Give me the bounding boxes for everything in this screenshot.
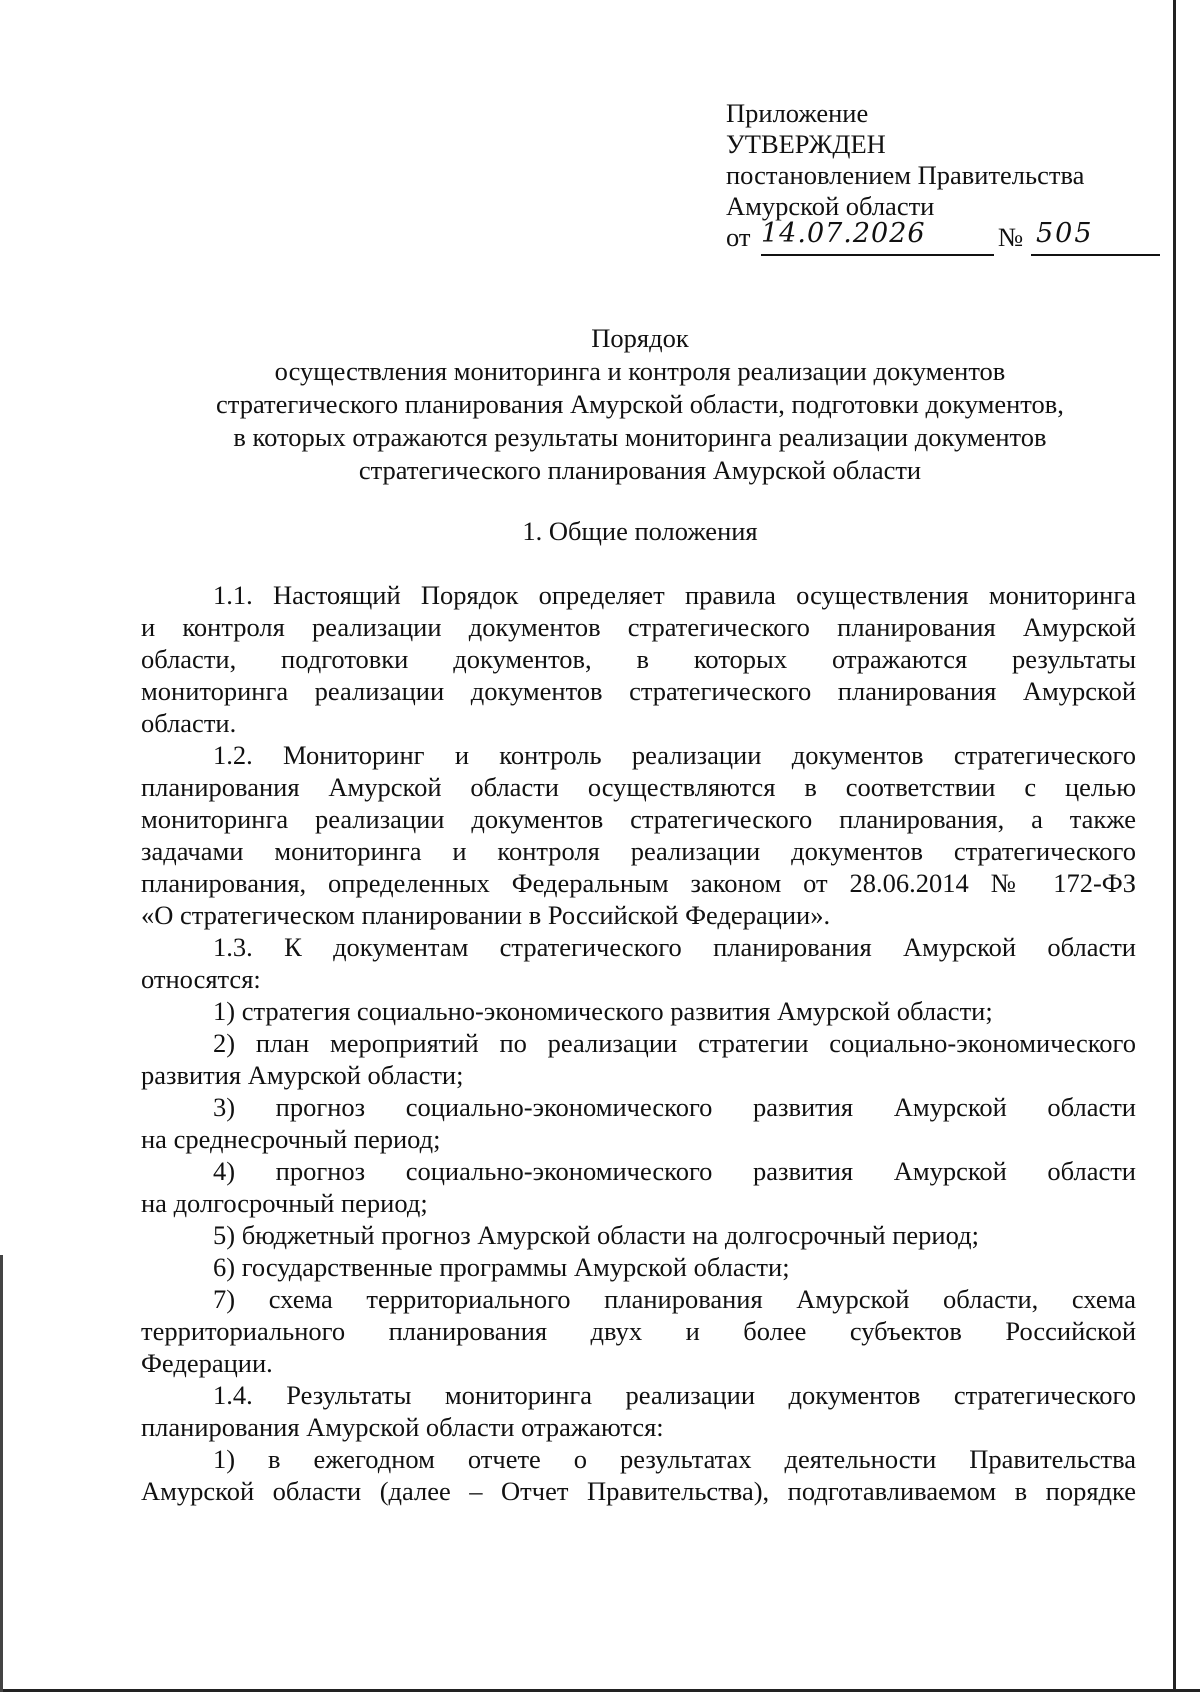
approval-date-number-row — [726, 218, 1094, 256]
body-line: территориального планирования двух и более субъектов Российской — [141, 1316, 1136, 1346]
number-label: № — [998, 222, 1024, 252]
body-line: 1.2. Мониторинг и контроль реализации документов стратегического — [213, 740, 1136, 770]
body-line: планирования Амурской области осуществляются в соответствии с целью — [141, 772, 1136, 802]
body-line: Федерации. — [141, 1348, 273, 1378]
body-line: 6) государственные программы Амурской области; — [213, 1252, 790, 1282]
body-line: Амурской области (далее – Отчет Правительства), подготавливаемом в порядке — [141, 1476, 1136, 1506]
title-line-4: стратегического планирования Амурской области — [358, 455, 922, 485]
body-line: задачами мониторинга и контроля реализации документов стратегического — [141, 836, 1136, 866]
body-line: 1.4. Результаты мониторинга реализации документов стратегического — [213, 1380, 1136, 1410]
body-line: относятся: — [141, 964, 261, 994]
body-line: развития Амурской области; — [141, 1060, 464, 1090]
title-line-2: стратегического планирования Амурской области, подготовки документов, — [216, 389, 1064, 419]
body-line: области, подготовки документов, в которых отражаются результаты — [141, 644, 1136, 674]
date-label: от — [726, 222, 751, 252]
approval-line-appendix: Приложение — [726, 98, 869, 128]
number-underline — [1031, 254, 1160, 256]
title-line-3: в которых отражаются результаты мониторинга реализации документов — [233, 422, 1047, 452]
body-line: 1.3. К документам стратегического планирования Амурской области — [213, 932, 1136, 962]
section-heading: 1. Общие положения — [522, 516, 758, 546]
date-underline — [761, 254, 994, 256]
body-line: на долгосрочный период; — [141, 1188, 428, 1218]
title-heading: Порядок — [591, 323, 689, 353]
body-line: 1) в ежегодном отчете о результатах деятельности Правительства — [213, 1444, 1136, 1474]
body-line: планирования Амурской области отражаются: — [141, 1412, 664, 1442]
title-line-1: осуществления мониторинга и контроля реализации документов — [274, 356, 1006, 386]
body-line: 1) стратегия социально-экономического развития Амурской области; — [213, 996, 993, 1026]
approval-line-approved: УТВЕРЖДЕН — [726, 129, 886, 159]
handwritten-number: 505 — [1036, 218, 1094, 249]
scan-edge-left — [0, 1255, 3, 1692]
approval-line-decree: постановлением Правительства — [726, 160, 1085, 190]
approval-stamp-block — [726, 98, 1094, 256]
body-line: 2) план мероприятий по реализации стратегии социально-экономического — [213, 1028, 1136, 1058]
body-line: 3) прогноз социально-экономического развития Амурской области — [213, 1092, 1136, 1122]
body-line: области. — [141, 708, 237, 738]
body-line: мониторинга реализации документов стратегического планирования, а также — [141, 804, 1136, 834]
handwritten-date: 14.07.2026 — [761, 218, 926, 249]
body-line: 4) прогноз социально-экономического развития Амурской области — [213, 1156, 1136, 1186]
approval-line-region: Амурской области — [726, 191, 935, 221]
body-line: 1.1. Настоящий Порядок определяет правила осуществления мониторинга — [213, 580, 1136, 610]
body-line: планирования, определенных Федеральным законом от 28.06.2014 № 172-ФЗ — [141, 868, 1136, 898]
body-line: «О стратегическом планировании в Российской Федерации». — [141, 900, 831, 930]
document-body — [141, 579, 1136, 1507]
body-line: 7) схема территориального планирования Амурской области, схема — [213, 1284, 1136, 1314]
document-title — [100, 322, 1180, 487]
scan-edge-right — [1173, 0, 1176, 1692]
body-line: 5) бюджетный прогноз Амурской области на долгосрочный период; — [213, 1220, 979, 1250]
body-line: и контроля реализации документов стратегического планирования Амурской — [141, 612, 1136, 642]
body-line: на среднесрочный период; — [141, 1124, 441, 1154]
body-line: мониторинга реализации документов стратегического планирования Амурской — [141, 676, 1136, 706]
